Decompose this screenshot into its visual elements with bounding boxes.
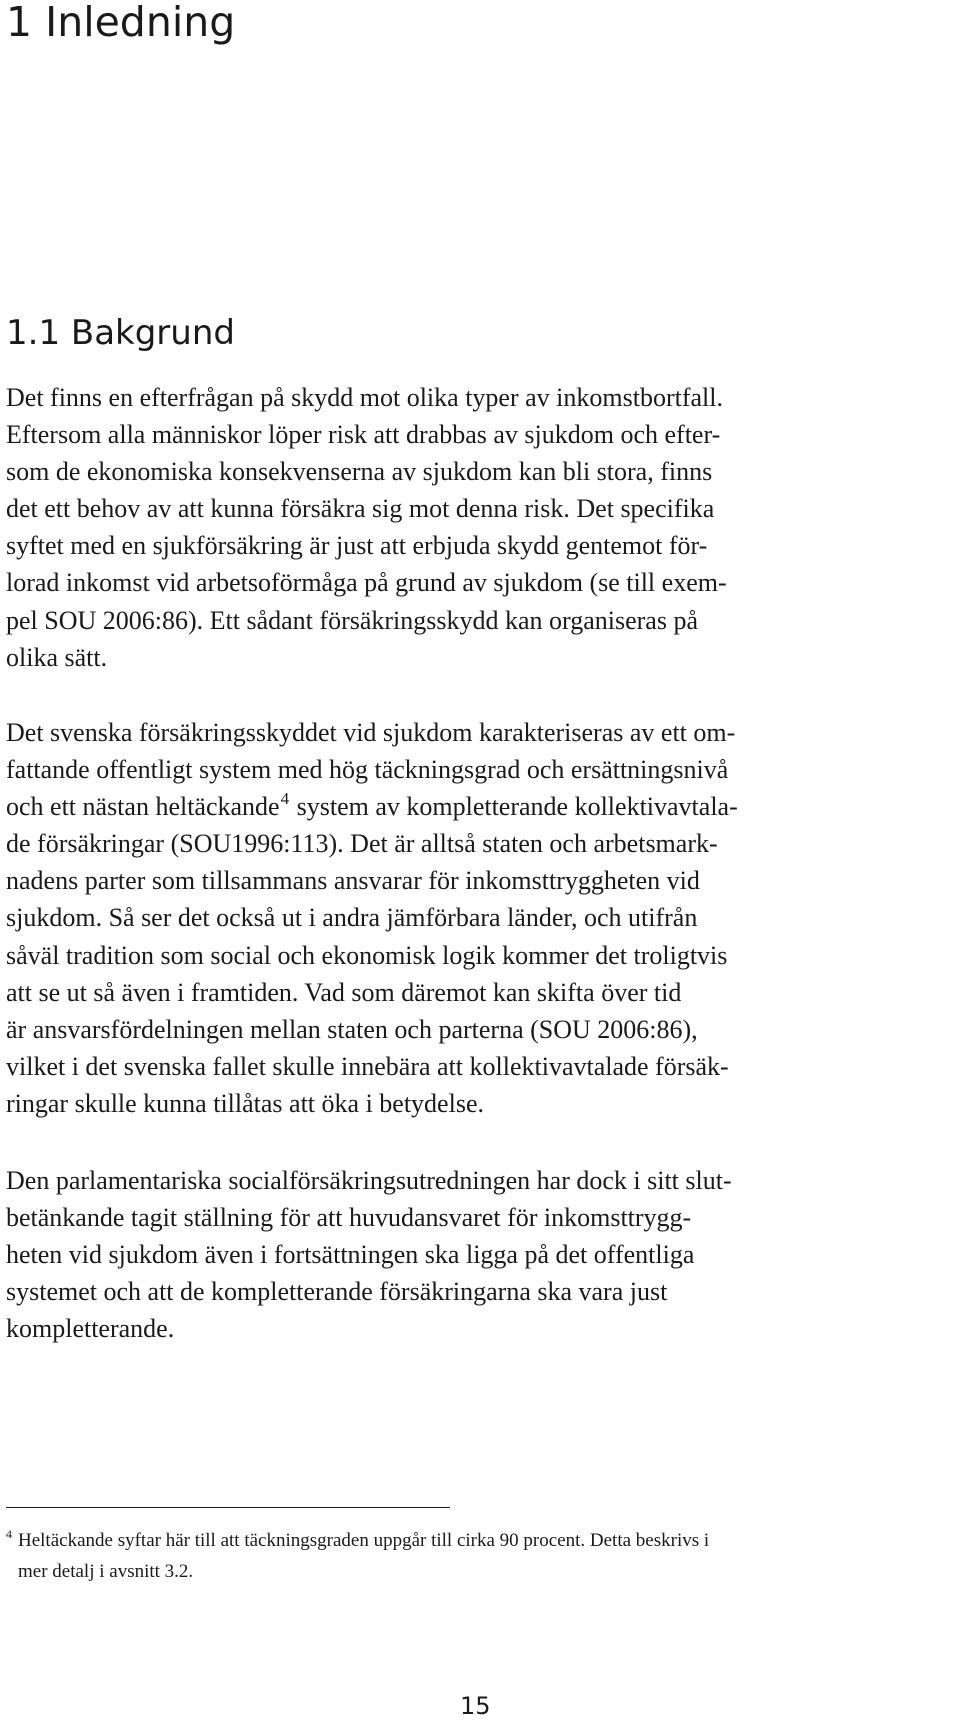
footnote-line (6, 1526, 956, 1557)
text-line: pel SOU 2006:86). Ett sådant försäkringsskydd kan organiseras på (6, 605, 699, 635)
text-fragment: system av kompletterande kollektivavtala- (290, 792, 738, 822)
text-line: nadens parter som tillsammans ansvarar för inkomsttryggheten vid (6, 866, 700, 896)
footnote-marker: 4 (6, 1527, 12, 1541)
text-line: syftet med en sjukförsäkring är just att erbjuda skydd gentemot för- (6, 531, 708, 561)
chapter-heading: 1 Inledning (6, 0, 236, 46)
footnote (6, 1526, 956, 1586)
text-line: lorad inkomst vid arbetsoförmåga på grund av sjukdom (se till exem- (6, 568, 727, 598)
page-number: 15 (460, 1692, 491, 1720)
text-line: att se ut så även i framtiden. Vad som däremot kan skifta över tid (6, 977, 682, 1007)
text-line: Eftersom alla människor löper risk att drabbas av sjukdom och efter- (6, 420, 721, 450)
text-line: vilket i det svenska fallet skulle innebära att kollektivavtalade försäk- (6, 1051, 729, 1081)
section-heading: 1.1 Bakgrund (6, 313, 235, 353)
text-line: betänkande tagit ställning för att huvudansvaret för inkomsttrygg- (6, 1203, 692, 1233)
text-line: såväl tradition som social och ekonomisk logik kommer det troligtvis (6, 940, 728, 970)
footnote-text: Heltäckande syftar här till att täckningsgraden uppgår till cirka 90 procent. Detta beskrivs i (18, 1530, 710, 1551)
text-line: fattande offentligt system med hög täckningsgrad och ersättningsnivå (6, 755, 729, 785)
text-line: de försäkringar (SOU1996:113). Det är alltså staten och arbetsmark- (6, 829, 718, 859)
paragraph-2 (6, 714, 956, 1122)
text-line: det ett behov av att kunna försäkra sig mot denna risk. Det specifika (6, 494, 715, 524)
text-line: olika sätt. (6, 642, 108, 672)
text-line: kompletterande. (6, 1314, 175, 1344)
text-line: Den parlamentariska socialförsäkringsutredningen har dock i sitt slut- (6, 1166, 732, 1195)
text-line: sjukdom. Så ser det också ut i andra jämförbara länder, och utifrån (6, 903, 698, 933)
text-line: ringar skulle kunna tillåtas att öka i betydelse. (6, 1088, 484, 1118)
text-line: som de ekonomiska konsekvenserna av sjukdom kan bli stora, finns (6, 457, 713, 487)
text-line-with-footnote-ref (6, 788, 956, 825)
paragraph-1 (6, 379, 956, 676)
footnote-line: mer detalj i avsnitt 3.2. (18, 1561, 194, 1582)
footnote-separator (6, 1507, 450, 1508)
paragraph-3 (6, 1162, 956, 1347)
text-line: Det svenska försäkringsskyddet vid sjukdom karakteriseras av ett om- (6, 718, 736, 747)
text-fragment: och ett nästan heltäckande (6, 792, 280, 822)
text-line: systemet och att de kompletterande försäkringarna ska vara just (6, 1277, 668, 1307)
text-line: Det finns en efterfrågan på skydd mot olika typer av inkomstbortfall. (6, 383, 723, 412)
text-line: heten vid sjukdom även i fortsättningen ska ligga på det offentliga (6, 1240, 695, 1270)
text-line: är ansvarsfördelningen mellan staten och parterna (SOU 2006:86), (6, 1014, 698, 1044)
footnote-reference[interactable]: 4 (280, 789, 290, 809)
